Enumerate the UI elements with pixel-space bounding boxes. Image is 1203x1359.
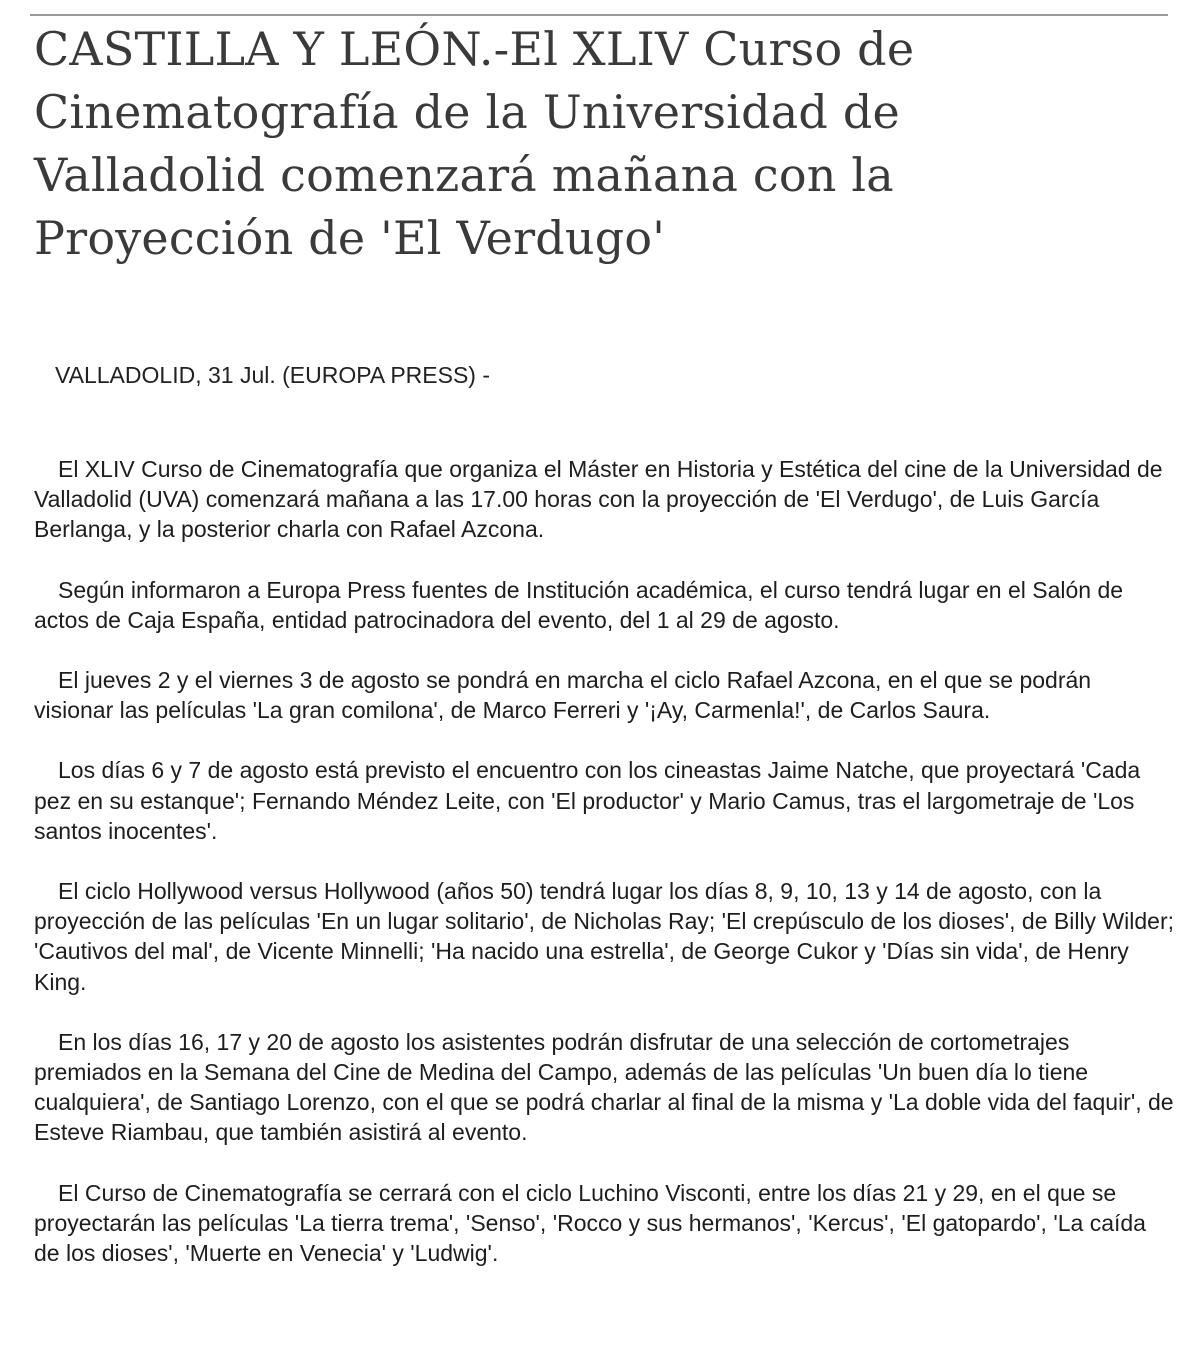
body-paragraph: Según informaron a Europa Press fuentes de Institución académica, el curso tendrá lugar en el Salón de actos de Caja España, entidad patrocinadora del evento, del 1 al 29 de agosto. <box>34 576 1124 633</box>
body-paragraph: Los días 6 y 7 de agosto está previsto el encuentro con los cineastas Jaime Natche, que proyectará 'Cada pez en su estanque'; Fernando Méndez Leite, con 'El productor' y Mario Camus, tras el largometraje de 'Los santos inocentes'. <box>34 757 1141 844</box>
body-paragraph: El ciclo Hollywood versus Hollywood (años 50) tendrá lugar los días 8, 9, 10, 13 y 14 de agosto, con la proyección de las películas 'En un lugar solitario', de Nicholas Ray; 'El crepúsculo de los dioses', de Billy Wilder; 'Cautivos del mal', de Vicente Minnelli; 'Ha nacido una estrella', de George Cukor y 'Días sin vida', de Henry King. <box>34 878 1175 995</box>
body-paragraph: El jueves 2 y el viernes 3 de agosto se pondrá en marcha el ciclo Rafael Azcona, en el que se podrán visionar las películas 'La gran comilona', de Marco Ferreri y '¡Ay, Carmenla!', de Carlos Saura. <box>34 667 1092 724</box>
top-divider-line <box>30 14 1168 16</box>
article-dateline: VALLADOLID, 31 Jul. (EUROPA PRESS) - <box>55 362 491 388</box>
body-paragraph: El XLIV Curso de Cinematografía que organiza el Máster en Historia y Estética del cine de la Universidad de Valladolid (UVA) comenzará mañana a las 17.00 horas con la proyección de 'El Verdugo', de Luis García Berlanga, y la posterior charla con Rafael Azcona. <box>34 456 1163 543</box>
article-headline: CASTILLA Y LEÓN.-El XLIV Curso de Cinematografía de la Universidad de Valladolid comenzará mañana con la Proyección de 'El Verdugo' <box>34 22 915 265</box>
article-body <box>34 454 1174 1298</box>
body-paragraph: El Curso de Cinematografía se cerrará con el ciclo Luchino Visconti, entre los días 21 y 29, en el que se proyectarán las películas 'La tierra trema', 'Senso', 'Rocco y sus hermanos', 'Kercus', 'El gatopardo', 'La caída de los dioses', 'Muerte en Venecia' y 'Ludwig'. <box>34 1179 1146 1267</box>
body-paragraph: En los días 16, 17 y 20 de agosto los asistentes podrán disfrutar de una selección de cortometrajes premiados en la Semana del Cine de Medina del Campo, además de las películas 'Un buen día lo tiene cualquiera', de Santiago Lorenzo, con el que se podrá charlar al final de la misma y 'La doble vida del faquir', de Esteve Riambau, que también asistirá al evento. <box>34 1028 1174 1146</box>
